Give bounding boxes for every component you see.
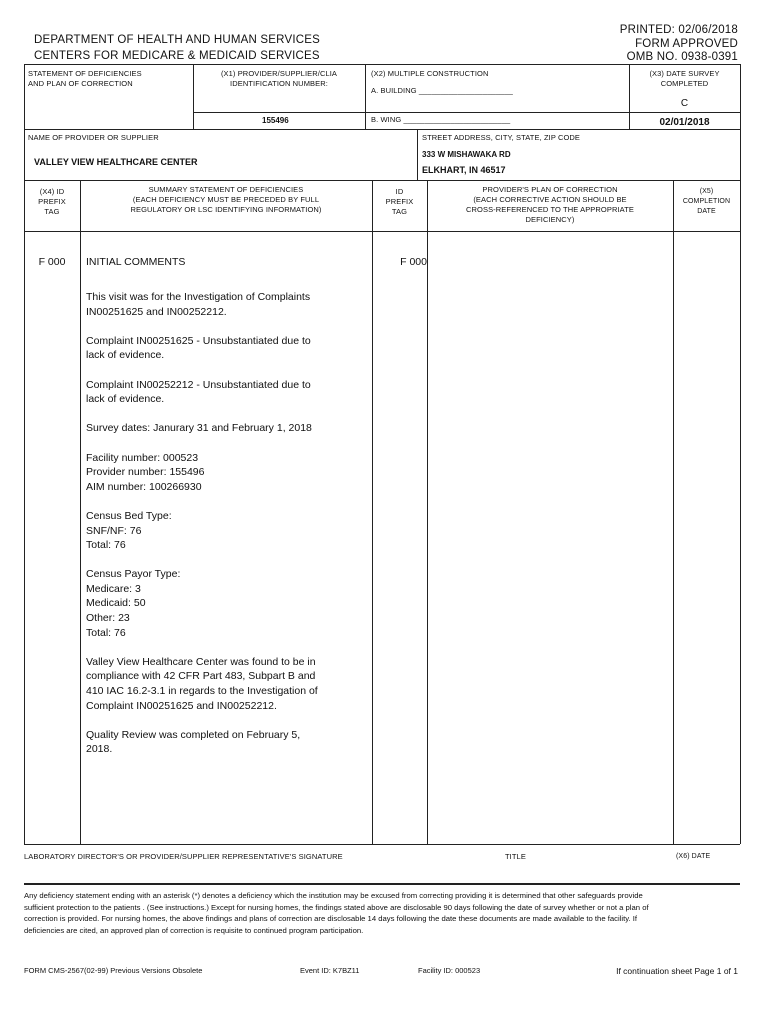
wing-label: B. WING _________________________ [371,115,511,124]
comments-body [86,290,368,757]
provider-id-value: 155496 [262,116,289,125]
plan-header: PROVIDER'S PLAN OF CORRECTION (EACH CORRECTIVE ACTION SHOULD BE CROSS-REFERENCED TO THE APPROPRIATE DEFICIENCY) [466,185,634,224]
paragraph: Census Payor Type: Medicare: 3 Medicaid: 50 Other: 23 Total: 76 [86,568,181,639]
paragraph: This visit was for the Investigation of Complaints IN00251625 and IN00252212. [86,291,311,318]
paragraph: Census Bed Type: SNF/NF: 76 Total: 76 [86,509,172,552]
summary-header: SUMMARY STATEMENT OF DEFICIENCIES (EACH DEFICIENCY MUST BE PRECEDED BY FULL REGULATORY OR LSC IDENTIFYING INFORMATION) [130,185,322,214]
right-tag: F 000 [400,256,427,268]
form-approved: FORM APPROVED [635,38,738,50]
printed-date: PRINTED: 02/06/2018 [619,24,738,36]
disclaimer-text: Any deficiency statement ending with an asterisk (*) denotes a deficiency which the institution may be excused from correcting providing it is determined that other safeguards provide sufficient protection to the patients . (See instructions.) Except for nursing homes, the findings stated above are disclosable 90 days following the date of survey whether or not a plan of correction is provided. For nursing homes, the above findings and plans of correction are disclosable 14 days following the date these documents are made available to the facility. If deficiencies are cited, an approved plan of correction is requisite to continued program participation. [24,891,649,935]
agency-name: CENTERS FOR MEDICARE & MEDICAID SERVICES [34,50,320,62]
provider-name-label: NAME OF PROVIDER OR SUPPLIER [28,133,159,142]
statement-label: STATEMENT OF DEFICIENCIES AND PLAN OF CORRECTION [28,69,142,88]
provider-name: VALLEY VIEW HEALTHCARE CENTER [34,157,198,167]
x3-label: (X3) DATE SURVEY COMPLETED [649,69,720,88]
signature-label: LABORATORY DIRECTOR'S OR PROVIDER/SUPPLIER REPRESENTATIVE'S SIGNATURE [24,852,343,861]
x3-code: C [680,98,689,109]
facility-id: Facility ID: 000523 [418,966,481,975]
omb-number: OMB NO. 0938-0391 [626,51,738,63]
paragraph: Complaint IN00251625 - Unsubstantiated due to lack of evidence. [86,334,311,362]
left-tag: F 000 [38,256,66,268]
x5-header: (X5) COMPLETION DATE [682,188,731,215]
department-name: DEPARTMENT OF HEALTH AND HUMAN SERVICES [34,34,320,46]
address-label: STREET ADDRESS, CITY, STATE, ZIP CODE [422,133,581,142]
x2-label: (X2) MULTIPLE CONSTRUCTION [371,69,489,78]
page-continuation: If continuation sheet Page 1 of 1 [616,966,738,976]
address-line-1: 333 W MISHAWAKA RD [422,150,511,159]
survey-date-value: 02/01/2018 [659,117,710,128]
title-label: TITLE [505,852,526,861]
paragraph: Valley View Healthcare Center was found to be in compliance with 42 CFR Part 483, Subpart B and 410 IAC 16.2-3.1 in regards to the Investigation of Complaint IN00251625 and IN00252212. [86,655,318,712]
x4-id-prefix-header: (X4) ID PREFIX TAG [38,187,66,216]
event-id: Event ID: K7BZ11 [300,966,360,975]
date-label: (X6) DATE [676,853,711,860]
x1-label: (X1) PROVIDER/SUPPLIER/CLIA IDENTIFICATION NUMBER: [220,69,338,88]
paragraph: Complaint IN00252212 - Unsubstantiated due to lack of evidence. [86,378,311,406]
paragraph: Quality Review was completed on February 5, 2018. [86,728,301,756]
initial-comments-title: INITIAL COMMENTS [86,256,186,268]
id-prefix-header: ID PREFIX TAG [385,187,414,216]
paragraph: Facility number: 000523 Provider number: 155496 AIM number: 100266930 [86,451,205,493]
paragraph: Survey dates: Janurary 31 and February 1, 2018 [86,422,312,435]
building-label: A. BUILDING ______________________ [371,86,513,95]
form-number: FORM CMS-2567(02-99) Previous Versions Obsolete [24,966,203,975]
address-line-2: ELKHART, IN 46517 [422,165,506,175]
